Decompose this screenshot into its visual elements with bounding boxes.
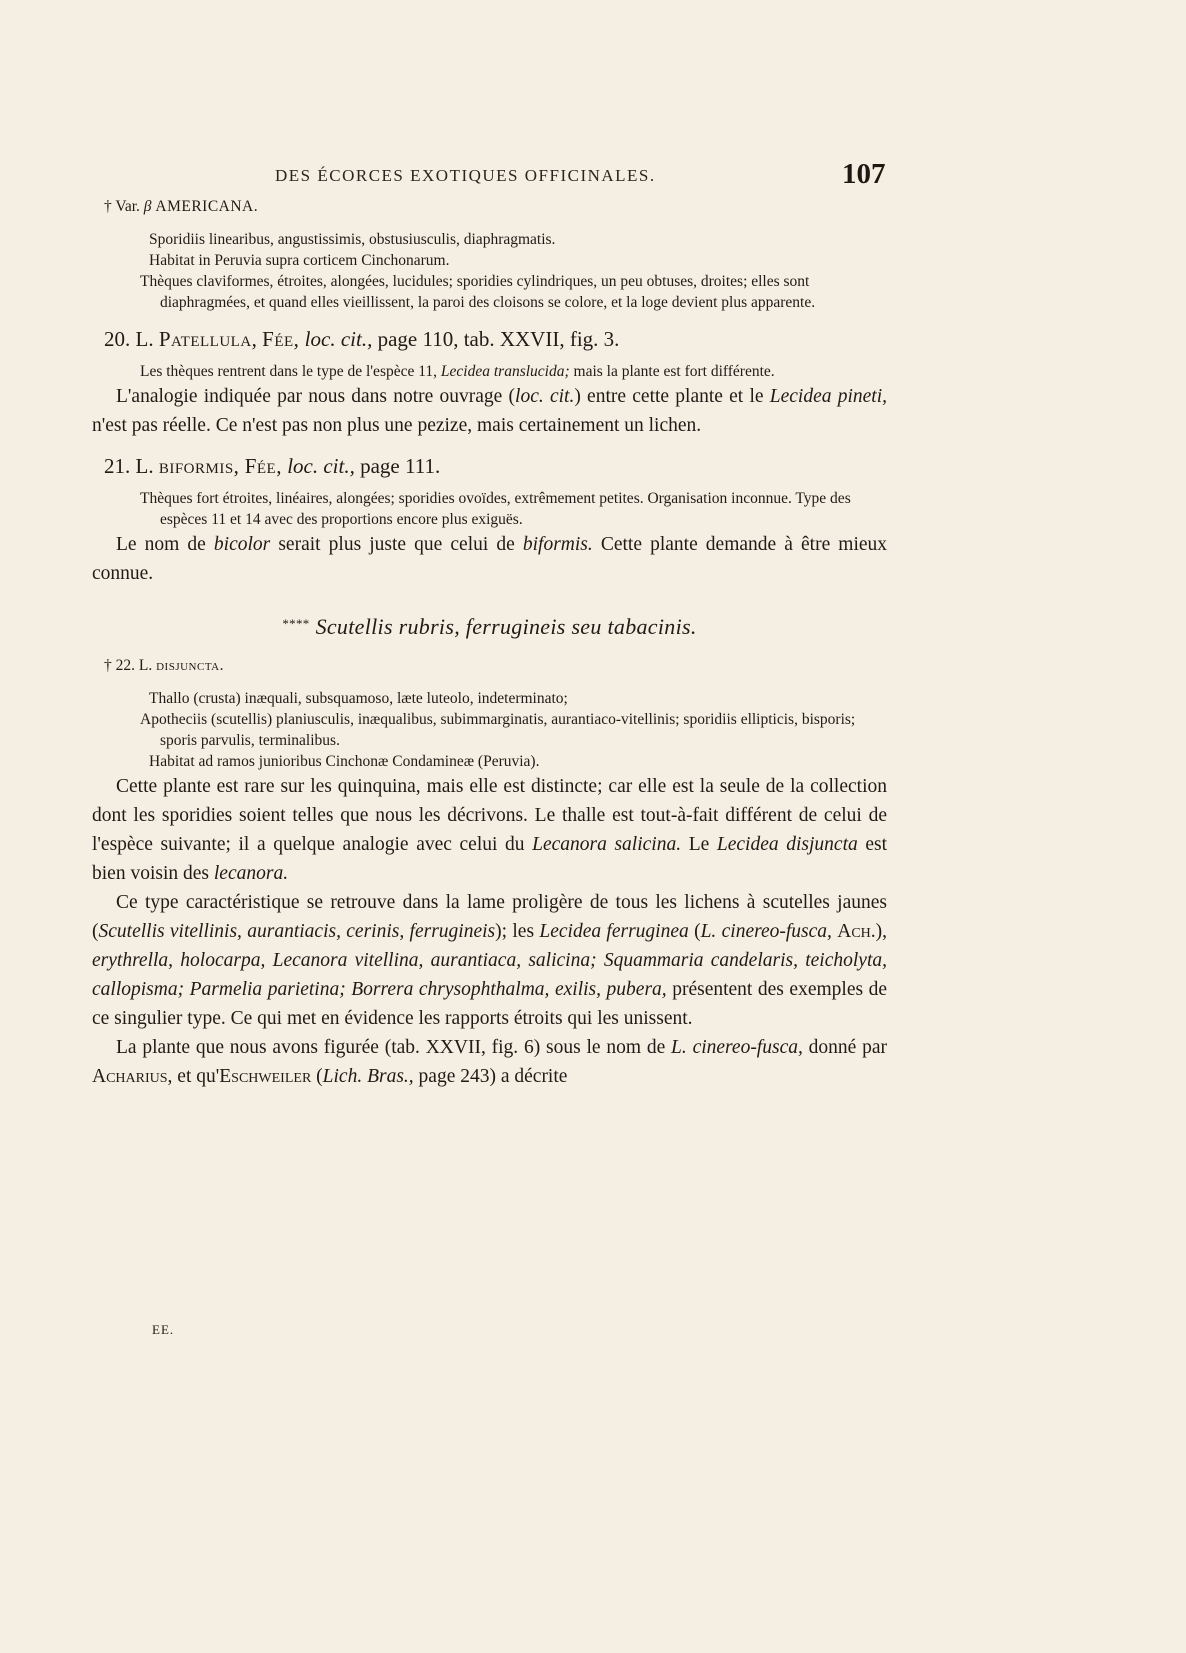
entry-dagger: † [104, 657, 112, 674]
para-italic: L. cinereo-fusca, [671, 1037, 803, 1058]
para-text: est bien voisin des [92, 834, 888, 884]
para-text: ( [694, 921, 701, 942]
para-author: Ach.), [837, 921, 888, 942]
para-italic: L. cinereo-fusca, [700, 921, 832, 942]
entry-ref: loc. cit., [304, 327, 373, 351]
entry-species: Patellula [158, 327, 252, 351]
latin-line-2: Habitat in Peruvia supra corticem Cinchonarum. [149, 252, 450, 269]
entry-species: biformis, [158, 454, 240, 478]
var-prefix: † Var. [104, 198, 140, 215]
entry-genus: L. [135, 454, 154, 478]
running-title: DES ÉCORCES EXOTIQUES OFFICINALES. [275, 166, 656, 185]
signature-mark: EE. [152, 1322, 175, 1337]
para-italic: Lecidea disjuncta [716, 834, 858, 855]
para-text: Cette plante est rare sur les quinquina, mais elle est distincte; car elle est la seule de la collection dont les sporidies soient telles que nous les décrivons. Le thalle est tout-à-fait différent de celui de l'espèce suivante; il a quelque analogie avec celui du [92, 776, 887, 855]
para-text: page 243) a décrite [418, 1066, 568, 1087]
entry-author: Fée, [244, 454, 282, 478]
paragraph-3 [92, 1033, 887, 1091]
para-text: présentent des exemples de ce singulier type. Ce qui met en évidence les rapports étroits qui les unissent. [92, 979, 888, 1029]
entry-22-description [92, 688, 887, 772]
para-italic: Lecanora salicina. [532, 834, 682, 855]
entry-21-note: Thèques fort étroites, linéaires, alongées; sporidies ovoïdes, extrêmement petites. Organisation inconnue. Type des espèces 11 et 14 avec des proportions encore plus exiguës. [140, 490, 851, 528]
paragraph-2 [92, 888, 887, 1033]
entry-21-paragraph [92, 530, 887, 588]
para-ref: loc. cit. [515, 386, 575, 407]
entry-rest: page 110, tab. XXVII, fig. 3. [377, 327, 620, 351]
section-stars: **** [282, 616, 310, 631]
section-title [92, 614, 887, 640]
latin-line-2: Apotheciis (scutellis) planiusculis, inæqualibus, subimmarginatis, aurantiaco-vitellinis; sporidiis ellipticis, bisporis; sporis parvulis, terminalibus. [140, 711, 856, 749]
var-beta-description [92, 229, 887, 313]
entry-number: 20. [104, 327, 131, 351]
body-text [92, 195, 887, 1091]
para-text: donné par [808, 1037, 888, 1058]
para-species: Lecidea pineti, [769, 386, 888, 407]
entry-22-heading [92, 654, 887, 678]
para-author: Eschweiler [219, 1066, 312, 1087]
entry-number: 21. [104, 454, 131, 478]
para-text: Cette plante demande à être mieux connue. [92, 534, 888, 584]
var-symbol: β [143, 198, 152, 215]
entry-genus: L. [138, 657, 153, 674]
entry-number: 22. [115, 657, 135, 674]
para-italic: biformis. [522, 534, 593, 555]
para-text: Ce type caractéristique se retrouve dans la lame proligère de tous les lichens à scutelles jaunes ( [92, 892, 887, 942]
para-italic: Lich. Bras., [322, 1066, 414, 1087]
entry-20-paragraph [92, 382, 887, 440]
para-text: ) entre cette plante et le [574, 386, 764, 407]
para-text: Le nom de [116, 534, 206, 555]
note-species: Lecidea translucida; [440, 363, 570, 380]
page-header [0, 160, 1186, 200]
para-italic: Scutellis vitellinis, aurantiacis, cerinis, ferrugineis [98, 921, 496, 942]
paragraph-1 [92, 772, 887, 888]
latin-line-3: Habitat ad ramos junioribus Cinchonæ Condamineæ (Peruvia). [149, 753, 540, 770]
page-number: 107 [842, 158, 886, 190]
entry-21-heading [92, 454, 887, 478]
para-text: Le [688, 834, 710, 855]
entry-genus: L. [135, 327, 154, 351]
latin-line-1: Thallo (crusta) inæquali, subsquamoso, læte luteolo, indeterminato; [149, 690, 568, 707]
var-name: AMERICANA. [155, 198, 259, 215]
para-text: et qu' [177, 1066, 220, 1087]
entry-author: Fée, [262, 327, 300, 351]
para-text: L'analogie indiquée par nous dans notre ouvrage ( [116, 386, 516, 407]
var-beta-heading [92, 195, 887, 219]
para-text: serait plus juste que celui de [278, 534, 515, 555]
entry-species: disjuncta. [156, 657, 224, 674]
para-text: n'est pas réelle. Ce n'est pas non plus une pezize, mais certainement un lichen. [92, 415, 702, 436]
entry-20-heading: 20. L. Patellula, Fée, loc. cit., page 110, tab. XXVII, fig. 3. [104, 327, 620, 351]
note-text: Les thèques rentrent dans le type de l'espèce 11, [140, 363, 438, 380]
entry-ref: loc. cit., [287, 454, 355, 478]
para-italic: lecanora. [213, 863, 289, 884]
para-italic: erythrella, holocarpa, Lecanora vitellina, aurantiaca, salicina; Squammaria candelaris, teicholyta, callopisma; Parmelia parietina; Borrera chrysophthalma, exilis, pubera, [92, 950, 887, 1000]
para-text: ( [316, 1066, 323, 1087]
para-italic: Lecidea ferruginea [539, 921, 689, 942]
para-text: ); les [495, 921, 535, 942]
note-text: mais la plante est fort différente. [573, 363, 775, 380]
para-italic: bicolor [213, 534, 271, 555]
latin-line-1: Sporidiis linearibus, angustissimis, obstusiusculis, diaphragmatis. [149, 231, 556, 248]
para-text: La plante que nous avons figurée (tab. XXVII, fig. 6) sous le nom de [116, 1037, 666, 1058]
section-title-text: Scutellis rubris, ferrugineis seu tabacinis. [315, 614, 697, 639]
entry-20-note [92, 361, 887, 382]
french-description: Thèques claviformes, étroites, alongées, lucidules; sporidies cylindriques, un peu obtuses, droites; elles sont diaphragmées, et quand elles vieillissent, la paroi des cloisons se colore, et la loge devient plus apparente. [140, 273, 816, 311]
entry-rest: page 111. [360, 454, 441, 478]
para-author: Acharius, [92, 1066, 173, 1087]
